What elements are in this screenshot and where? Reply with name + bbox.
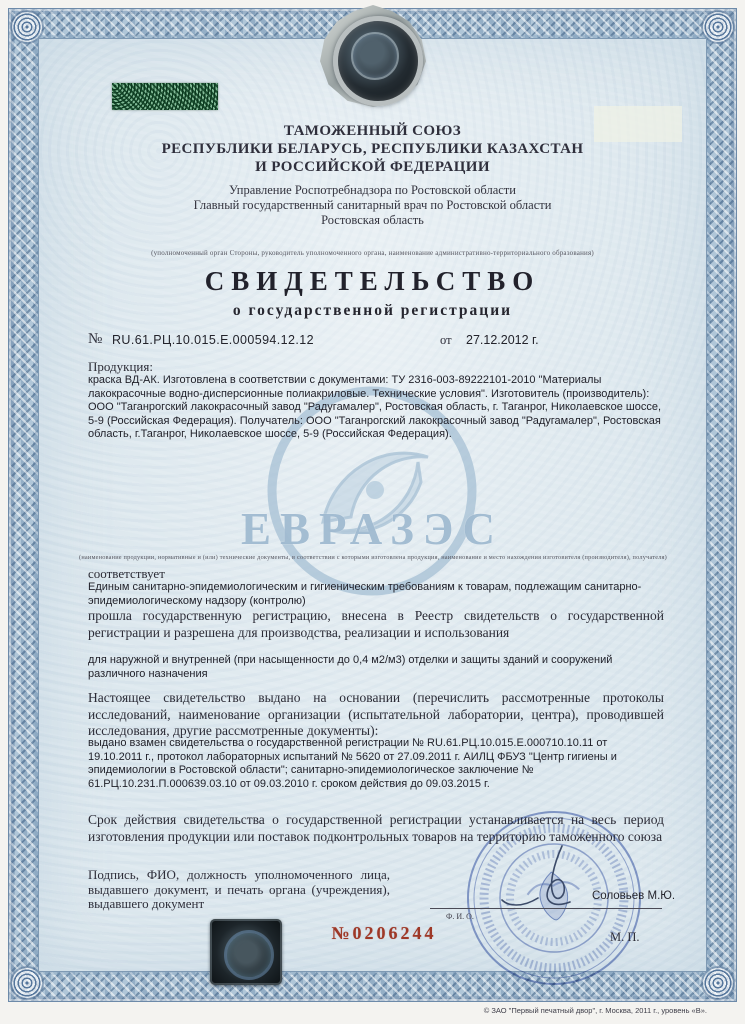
usage-text: для наружной и внутренней (при насыщенности до 0,4 м2/м3) отделки и защиты зданий и сооружений различного назначения [88, 654, 613, 680]
hologram-ring [351, 32, 399, 80]
page-title: СВИДЕТЕЛЬСТВО [204, 266, 541, 296]
date-label: от [440, 333, 452, 347]
basis-text: выдано взамен свидетельства о государственной регистрации № RU.61.РЦ.10.015.Е.000710.10.11 от 19.10.2011 г., протокол лабораторных испытаний № 5620 от 27.09.2011 г. АИЛЦ ФБУЗ "Центр гигиены и эпидемиологии в Ростовской области"; санитарно-эпидемиологическое заключение № 61.РЦ.10.231.П.000639.03.10 от 09.03.2010 г. сроком действия до 09.03.2015 г. [88, 737, 617, 790]
signature-icon [478, 838, 620, 916]
authority-caption: (уполномоченный орган Стороны, руководитель уполномоченного органа, наименование административно-территориального образования) [151, 249, 594, 257]
certificate-number-row [88, 331, 663, 351]
union-line-3: И РОССИЙСКОЙ ФЕДЕРАЦИИ [255, 159, 490, 175]
page-subtitle: о государственной регистрации [232, 302, 513, 319]
customs-union-heading [0, 122, 745, 176]
fio-caption: Ф. И. О. [446, 912, 474, 921]
authority-line-3: Ростовская область [321, 213, 424, 227]
signer-name: Соловьев М.Ю. [592, 890, 676, 902]
certificate-number: RU.61.РЦ.10.015.Е.000594.12.12 [112, 333, 314, 347]
union-line-1: ТАМОЖЕННЫЙ СОЮЗ [283, 123, 462, 139]
hologram-seal-bottom-icon [210, 919, 282, 985]
hologram-bottom-ring [224, 930, 274, 980]
validity-text: Срок действия свидетельства о государственной регистрации устанавливается на весь период изготовления продукции или поставок подконтрольных товаров на территорию таможенного союза [88, 812, 664, 844]
printer-imprint: © ЗАО "Первый печатный двор", г. Москва, 2011 г., уровень «В». [483, 1006, 707, 1015]
product-description: краска ВД-АК. Изготовлена в соответствии с документами: ТУ 2316-003-89222101-2010 "Материалы лакокрасочные водно-дисперсионные полиакриловые. Технические условия". Изготовитель (производитель): ООО "Таганрогский лакокрасочный завод "Радугамалер", Ростовская область, г. Таганрог, Николаевское шоссе, 5-9 (Российская Федерация). Получатель: ООО "Таганрогский лакокрасочный завод "Радугамалер", Ростовская область, г.Таганрог, Николаевское шоссе, 5-9 (Российская Федерация). [88, 374, 662, 440]
certificate-date: 27.12.2012 г. [466, 333, 539, 347]
product-label: Продукция: [88, 359, 153, 374]
conformity-lead: соответствует [88, 566, 165, 581]
eurasec-watermark-text: ЕВРАЗЭС [241, 504, 504, 554]
product-caption: (наименование продукции, нормативные и (или) технические документы, в соответствии с которыми изготовлена продукция, наименование и место нахождения изготовителя (производителя), получателя) [79, 554, 667, 561]
signature-form-text: Подпись, ФИО, должность уполномоченного лица, выдавшего документ, и печать органа (учреждения), выдавшего документ [88, 867, 390, 911]
serial-number: №0206244 [331, 923, 437, 943]
number-sign: № [88, 331, 103, 347]
registration-form-text: прошла государственную регистрацию, внесена в Реестр свидетельств о государственной регистрации и разрешена для производства, реализации и использования [88, 608, 664, 640]
stamp-place-label: М. П. [610, 930, 640, 944]
conformity-text: Единым санитарно-эпидемиологическим и гигиеническим требованиям к товарам, подлежащим санитарно-эпидемиологическому надзору (контролю) [88, 581, 642, 607]
signature-line [430, 908, 662, 909]
authority-line-2: Главный государственный санитарный врач по Ростовской области [193, 198, 552, 212]
authority-line-1: Управление Роспотребнадзора по Ростовской области [229, 183, 516, 197]
issuing-authority [0, 183, 745, 228]
union-line-2: РЕСПУБЛИКИ БЕЛАРУСЬ, РЕСПУБЛИКИ КАЗАХСТАН [161, 141, 584, 157]
basis-form-text: Настоящее свидетельство выдано на основании (перечислить рассмотренные протоколы исследований, наименование организации (испытательной лаборатории, центра), проводившей исследования, другие рассмотренные документы): [88, 690, 664, 738]
hologram-seal-icon [320, 5, 426, 107]
